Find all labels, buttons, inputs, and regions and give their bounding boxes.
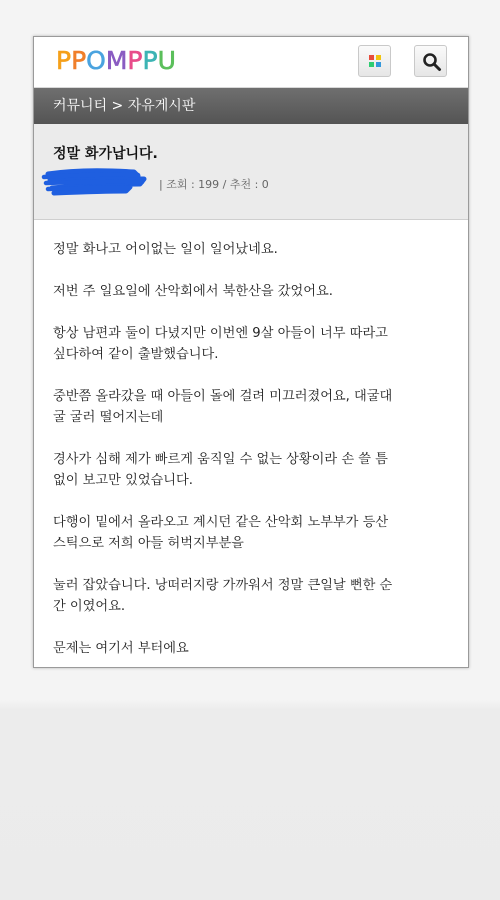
logo-letter: U [157,46,176,75]
search-button[interactable] [414,45,447,77]
post-header [34,124,468,220]
logo-letter: P [71,46,87,75]
grid-icon [369,55,382,68]
logo-letter: M [105,46,128,75]
post-paragraph: 중반쯤 올라갔을 때 아들이 돌에 걸려 미끄러졌어요, 대굴대 굴 굴러 떨어지는데 [53,389,393,425]
post-paragraph: 저번 주 일요일에 산악회에서 북한산을 갔었어요. [53,284,333,299]
breadcrumb-bar [34,88,468,124]
logo-letter: P [142,46,158,75]
post-title: 정말 화가납니다. [53,146,158,162]
post-stats: | 조회 : 199 / 추천 : 0 [159,178,269,191]
search-icon [422,52,442,72]
redaction-scribble [34,166,234,196]
breadcrumb[interactable]: 커뮤니티 > 자유게시판 [53,98,196,114]
post-paragraph: 눌러 잡았습니다. 낭떠러지랑 가까워서 정말 큰일날 뻔한 순 간 이였어요. [53,578,393,614]
post-paragraph: 경사가 심해 제가 빠르게 움직일 수 없는 상황이라 손 쓸 틈 없이 보고만 있었습니다. [53,452,388,488]
ppomppu-logo[interactable] [56,46,176,76]
logo-letter: P [56,46,72,75]
post-paragraph: 항상 남편과 둘이 다녔지만 이번엔 9살 아들이 너무 따라고 싶다하여 같이 출발했습니다. [53,326,388,362]
post-paragraph: 정말 화나고 어이없는 일이 일어났네요. [53,242,278,257]
mobile-frame [33,36,469,668]
menu-grid-button[interactable] [358,45,391,77]
post-paragraph: 문제는 여기서 부터에요 [53,641,189,656]
post-paragraph: 다행이 밑에서 올라오고 계시던 같은 산악회 노부부가 등산 스틱으로 저희 아들 허벅지부분을 [53,515,389,551]
top-bar [34,37,468,88]
logo-letter: P [127,46,143,75]
logo-letter: O [86,46,106,75]
post-body [53,239,453,668]
